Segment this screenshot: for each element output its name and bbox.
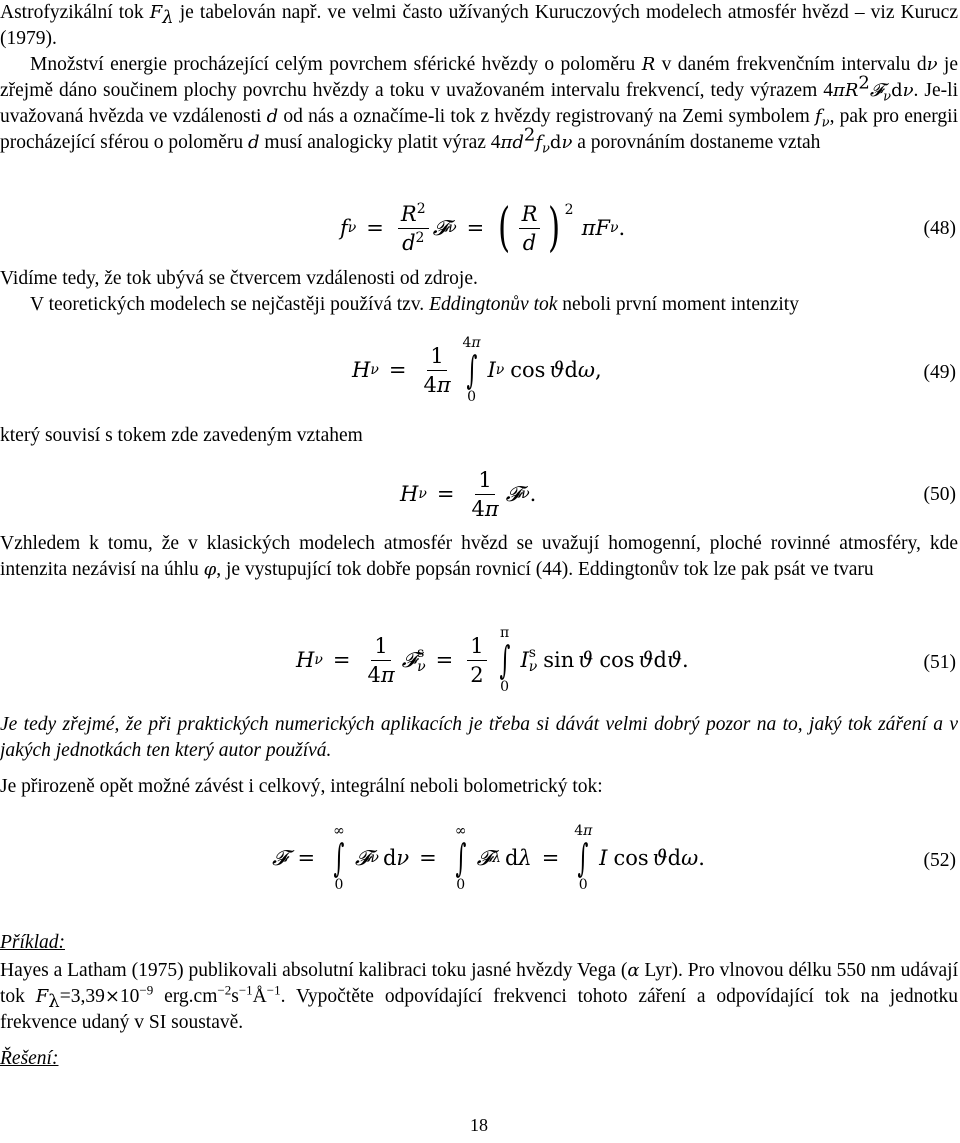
paragraph-eddington-flux: V teoretických modelech se nejčastěji používá tzv. Eddingtonův tok neboli první moment intenzity bbox=[30, 294, 799, 315]
equation-51: H ν = $\frac{1}{4\pi}$ 𝓕 s ν = $\frac{1}{2}$ π ∫ 0 I s ν sin ϑ cos ϑ d ϑ . (51) bbox=[296, 625, 956, 695]
paragraph-bolometric-flux: Je přirozeně opět možné závést i celkový, integrální neboli bolometrický tok: bbox=[0, 776, 603, 797]
paragraph-relation: který souvisí s tokem zde zavedeným vztahem bbox=[0, 425, 363, 446]
paragraph-classical-models: Vzhledem k tomu, že v klasických modelech atmosfér hvězd se uvažují homogenní, ploché rovinné atmosféry, kde intenzita nezávisí na úhlu φ, je vystupující tok dobře popsán rovnicí (44). Eddingtonův tok lze pak psát ve tvaru bbox=[0, 533, 958, 580]
paragraph-example-vega: Hayes a Latham (1975) publikovali absolutní kalibraci toku jasné hvězdy Vega (α Lyr). Pro vlnovou délku 550 nm udávají tok $F_\lambda=3,39\times 10^{-9}$ $erg.cm^{-2}s^{-1}Å^{-1}$. Vypočtěte odpovídající frekvenci tohoto záření a odpovídající tok na jednotku frekvence udaný v SI soustavě. bbox=[0, 960, 958, 1033]
equation-49: H ν = $\frac{1}{4\pi}$ 4π ∫ 0 I ν cos ϑ d ω , (49) bbox=[352, 335, 956, 405]
equation-52: 𝓕 = ∞ ∫ 0 𝓕 ν d ν = ∞ ∫ 0 𝓕 λ d λ = 4π ∫ 0 I cos ϑ d ω . (52) bbox=[272, 823, 956, 893]
paragraph-energy-through-surface: Množství energie procházející celým povrchem sférické hvězdy o poloměru R v daném frekvenčním intervalu dν je zřejmě dáno součinem plochy povrchu hvězdy a toku v uvažovaném intervalu frekvencí, tedy výrazem $4\pi R^2𝓕_\nu d\nu$. Je-li uvažovaná hvězda ve vzdálenosti d od nás a označíme-li tok z hvězdy registrovaný na Zemi symbolem $f_\nu$, pak pro energii procházející sférou o poloměru d musí analogicky platit výraz $4\pi d^2f_\nu d\nu$ a porovnáním dostaneme vztah bbox=[0, 54, 959, 157]
page-number: 18 bbox=[470, 1115, 488, 1135]
equation-50: H ν = $\frac{1}{4\pi}$ 𝓕 ν . (50) bbox=[400, 467, 956, 521]
example-heading: Příklad: bbox=[0, 932, 65, 953]
paragraph-inverse-square: Vidíme tedy, že tok ubývá se čtvercem vzdálenosti od zdroje. bbox=[0, 268, 478, 289]
paragraph-astrophysical-flux: Astrofyzikální tok $F_\lambda$ je tabelován např. ve velmi často užívaných Kuruczových modelech atmosfér hvězd – viz Kurucz (1979). bbox=[0, 2, 958, 49]
equation-48: f ν = $\frac{R^2}{d^2}$ 𝓕 ν = ( $\frac{R}{d}$ ) $^2$ πF ν . (48) bbox=[340, 198, 956, 258]
solution-heading: Řešení: bbox=[0, 1048, 59, 1069]
paragraph-practical-warning: Je tedy zřejmé, že při praktických numerických aplikacích je třeba si dávát velmi dobrý pozor na to, jaký tok záření a v jakých jednotkách ten který autor používá. bbox=[0, 714, 958, 761]
